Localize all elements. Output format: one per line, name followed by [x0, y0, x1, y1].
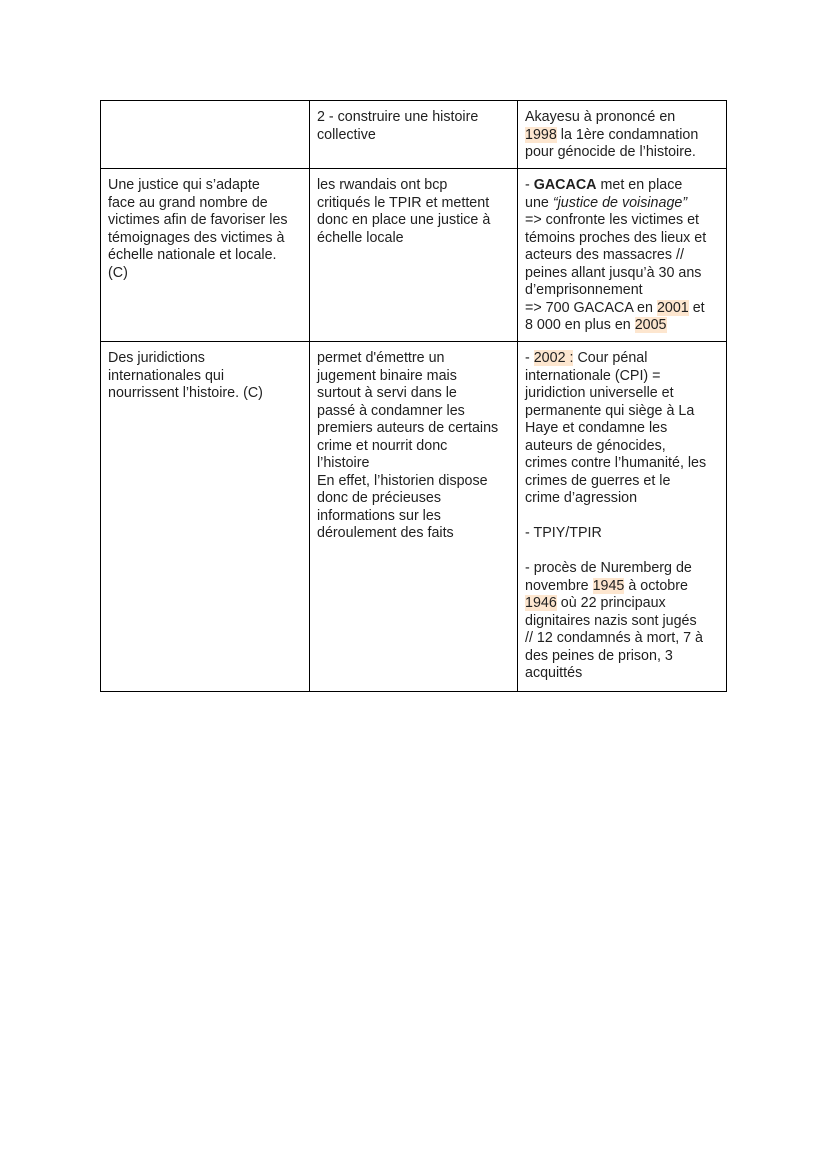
text-line: Haye et condamne les	[525, 420, 668, 436]
text-fragment: met en place	[596, 177, 683, 193]
text-fragment: la 1ère condamnation	[556, 126, 699, 143]
text-line: (C)	[108, 264, 128, 281]
blank-line	[525, 543, 720, 561]
row2-col1-cell	[101, 169, 310, 342]
text-line: internationale (CPI) =	[525, 367, 661, 384]
quoted-term: “justice de voisinage”	[552, 194, 688, 211]
text-line: juridiction universelle et	[525, 385, 674, 401]
text-line: Akayesu à prononcé en	[525, 109, 676, 125]
row2-col2-cell	[310, 169, 518, 342]
text-fragment: où 22 principaux	[556, 595, 666, 611]
text-line	[525, 350, 720, 368]
text-line: // 12 condamnés à mort, 7 à	[525, 630, 704, 646]
text-line: peines allant jusqu’à 30 ans	[525, 264, 702, 281]
text-line: jugement binaire mais	[317, 367, 457, 384]
text-line: 2 - construire une histoire	[317, 109, 479, 125]
row1-col3-cell	[518, 101, 727, 169]
blank-line	[525, 508, 720, 526]
text-line: - procès de Nuremberg de	[525, 560, 692, 576]
text-line: surtout à servi dans le	[317, 385, 457, 401]
text-line: informations sur les	[317, 507, 441, 524]
text-line: des peines de prison, 3	[525, 647, 673, 664]
text-fragment: et	[688, 299, 705, 316]
text-line	[525, 595, 720, 613]
row1-col1-cell	[101, 101, 310, 169]
text-line: En effet, l’historien dispose	[317, 472, 488, 489]
text-fragment: à octobre	[624, 577, 688, 594]
text-line: crime et nourrit donc	[317, 437, 448, 454]
text-line: déroulement des faits	[317, 525, 454, 541]
text-line: dignitaires nazis sont jugés	[525, 612, 697, 629]
text-line: critiqués le TPIR et mettent	[317, 194, 490, 211]
text-fragment: une	[525, 194, 553, 211]
text-line: premiers auteurs de certains	[317, 420, 499, 436]
table-row	[101, 169, 727, 342]
highlighted-year: 2005	[634, 317, 667, 333]
table-row	[101, 342, 727, 692]
text-line: les rwandais ont bcp	[317, 177, 448, 193]
highlighted-year: 2001	[656, 299, 689, 316]
highlighted-year: 1998	[525, 126, 557, 143]
table-row	[101, 101, 727, 169]
row3-col2-cell	[310, 342, 518, 692]
text-line: l’histoire	[317, 455, 370, 471]
text-line: nourrissent l’histoire. (C)	[108, 385, 263, 401]
text-fragment: 8 000 en plus en	[525, 317, 635, 333]
text-line: crimes contre l’humanité, les	[525, 455, 707, 471]
highlighted-year: 1946	[525, 595, 557, 611]
row1-col2-cell	[310, 101, 518, 169]
text-line: pour génocide de l’histoire.	[525, 144, 696, 160]
notes-table	[100, 100, 727, 692]
text-line: témoignages des victimes à	[108, 229, 285, 246]
row2-col3-cell	[518, 169, 727, 342]
text-line: internationales qui	[108, 367, 225, 384]
text-line: acquittés	[525, 665, 583, 681]
text-line	[525, 578, 720, 596]
text-line: crime d’agression	[525, 490, 638, 506]
text-line: - TPIY/TPIR	[525, 525, 602, 541]
text-line	[525, 317, 720, 335]
text-line: Des juridictions	[108, 350, 205, 366]
highlighted-year: 2002 :	[533, 350, 574, 366]
text-line	[525, 127, 720, 145]
gacaca-term: GACACA	[533, 177, 597, 193]
text-line: témoins proches des lieux et	[525, 229, 707, 246]
text-fragment: novembre	[525, 577, 593, 594]
text-line: auteurs de génocides,	[525, 437, 666, 454]
text-line	[525, 300, 720, 318]
text-line: face au grand nombre de	[108, 194, 268, 211]
text-line: Une justice qui s’adapte	[108, 177, 260, 193]
highlighted-year: 1945	[592, 577, 625, 594]
text-line: acteurs des massacres //	[525, 247, 684, 263]
text-line: collective	[317, 126, 376, 143]
text-fragment: -	[525, 350, 534, 366]
text-fragment: => 700 GACACA en	[525, 299, 657, 316]
text-line: d’emprisonnement	[525, 282, 643, 298]
row3-col1-cell	[101, 342, 310, 692]
text-line: donc en place une justice à	[317, 212, 491, 228]
text-line: permanente qui siège à La	[525, 402, 695, 419]
text-line: permet d'émettre un	[317, 350, 445, 366]
text-line: passé à condamner les	[317, 402, 465, 419]
text-line: échelle locale	[317, 229, 404, 246]
text-fragment: -	[525, 177, 534, 193]
text-line: donc de précieuses	[317, 490, 441, 506]
text-line: => confronte les victimes et	[525, 212, 700, 228]
text-line: crimes de guerres et le	[525, 472, 671, 489]
text-line: victimes afin de favoriser les	[108, 212, 288, 228]
text-line: échelle nationale et locale.	[108, 247, 277, 263]
text-line	[525, 177, 720, 195]
text-fragment: Cour pénal	[573, 350, 648, 366]
text-line	[525, 195, 720, 213]
row3-col3-cell	[518, 342, 727, 692]
